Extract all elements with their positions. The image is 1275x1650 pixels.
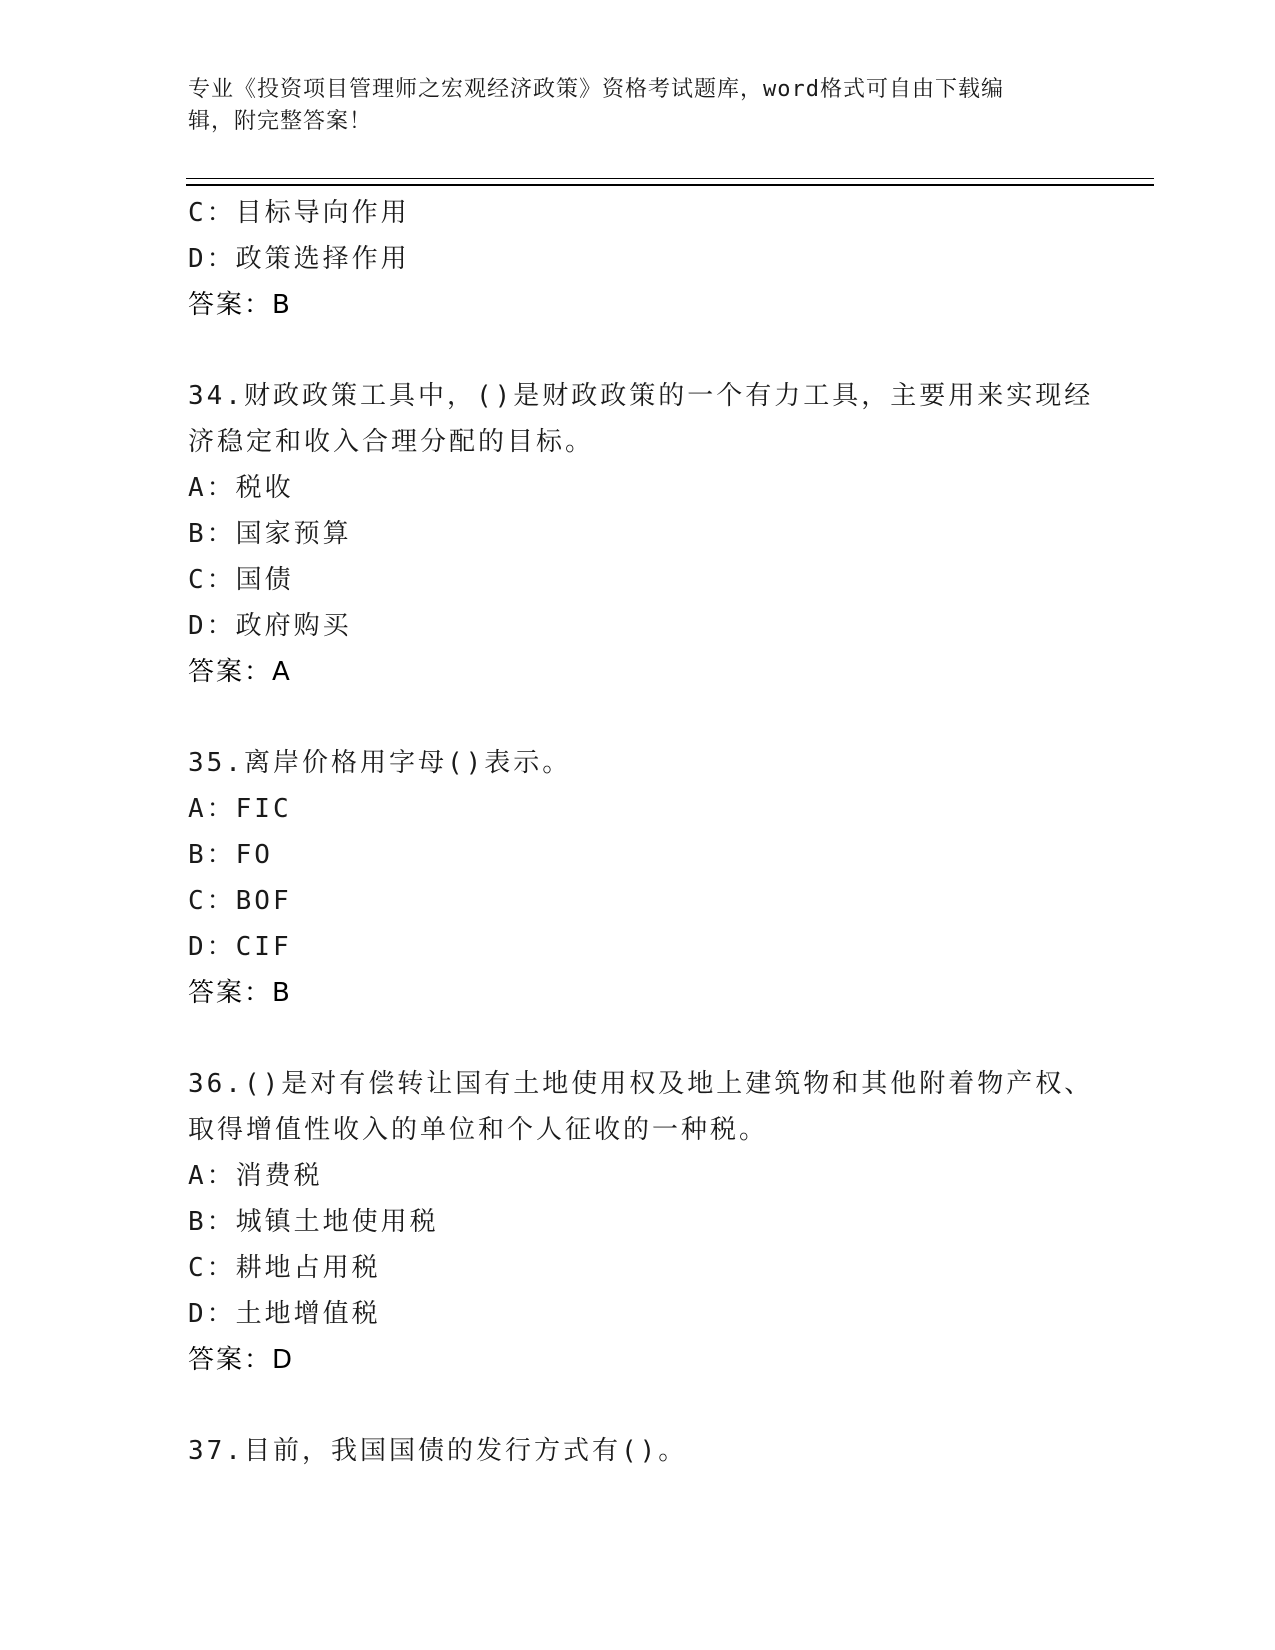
header-line-1: 专业《投资项目管理师之宏观经济政策》资格考试题库，word格式可自由下载编 xyxy=(188,77,1004,102)
previous-question-tail xyxy=(188,190,1088,328)
question-content xyxy=(188,190,1094,1474)
question-37 xyxy=(188,1428,1088,1474)
question-text-line: 37.目前，我国国债的发行方式有()。 xyxy=(188,1436,688,1466)
option-c: C：国债 xyxy=(188,565,294,595)
option-b: B：城镇土地使用税 xyxy=(188,1207,439,1237)
header-divider xyxy=(186,178,1154,186)
option-a: A：税收 xyxy=(188,473,294,503)
question-36 xyxy=(188,1061,1094,1383)
answer-label: 答案：A xyxy=(188,657,292,687)
option-d: D：政策选择作用 xyxy=(188,244,410,274)
option-b: B：FO xyxy=(188,840,273,870)
option-c: C：BOF xyxy=(188,886,292,916)
question-text-line: 取得增值性收入的单位和个人征收的一种税。 xyxy=(188,1115,769,1145)
answer-label: 答案：B xyxy=(188,978,292,1008)
option-a: A：消费税 xyxy=(188,1161,323,1191)
page-header xyxy=(188,74,1068,138)
question-text-line: 34.财政政策工具中，()是财政政策的一个有力工具，主要用来实现经 xyxy=(188,381,1094,411)
option-a: A：FIC xyxy=(188,794,292,824)
option-d: D：土地增值税 xyxy=(188,1299,381,1329)
question-text-line: 济稳定和收入合理分配的目标。 xyxy=(188,427,595,457)
option-d: D：CIF xyxy=(188,932,292,962)
option-c: C：耕地占用税 xyxy=(188,1253,381,1283)
option-d: D：政府购买 xyxy=(188,611,352,641)
answer-label: 答案：B xyxy=(188,290,292,320)
answer-label: 答案：D xyxy=(188,1345,295,1375)
question-text-line: 36.()是对有偿转让国有土地使用权及地上建筑物和其他附着物产权、 xyxy=(188,1069,1094,1099)
header-line-2: 辑，附完整答案！ xyxy=(188,109,373,134)
question-text-line: 35.离岸价格用字母()表示。 xyxy=(188,748,572,778)
option-c: C：目标导向作用 xyxy=(188,198,410,228)
question-35 xyxy=(188,740,1088,1016)
question-34 xyxy=(188,373,1094,695)
option-b: B：国家预算 xyxy=(188,519,352,549)
